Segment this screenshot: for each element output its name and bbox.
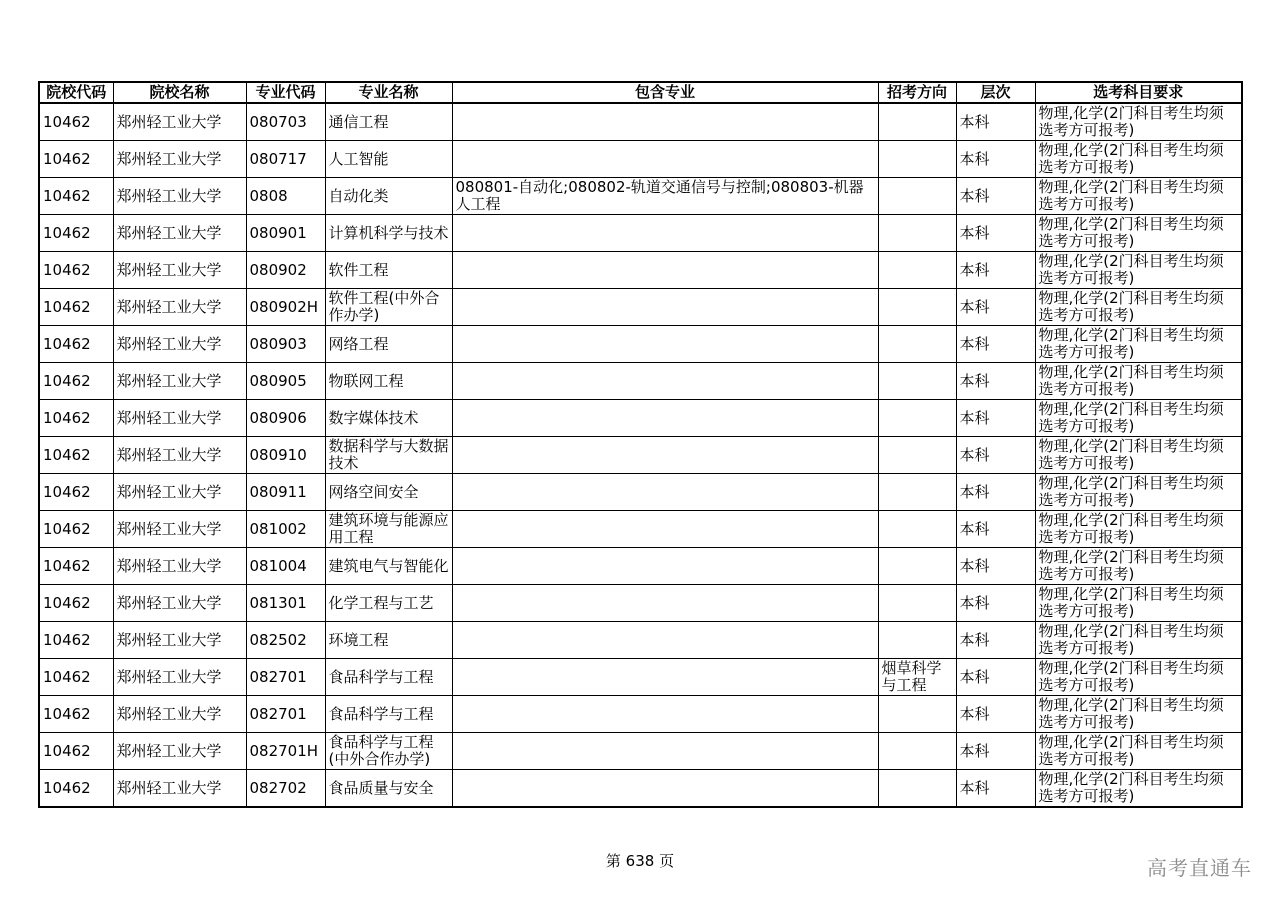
major-name-cell: 通信工程 xyxy=(325,103,452,141)
school-code-cell: 10462 xyxy=(39,289,113,326)
major-name-cell: 食品科学与工程(中外合作办学) xyxy=(325,733,452,770)
subject-requirement-cell: 物理,化学(2门科目考生均须选考方可报考) xyxy=(1035,474,1242,511)
direction-cell xyxy=(878,178,956,215)
major-code-cell: 082502 xyxy=(246,622,325,659)
school-name-cell: 郑州轻工业大学 xyxy=(113,326,246,363)
major-name-cell: 食品科学与工程 xyxy=(325,696,452,733)
major-name-cell: 食品科学与工程 xyxy=(325,659,452,696)
major-code-cell: 081004 xyxy=(246,548,325,585)
level-cell: 本科 xyxy=(956,622,1035,659)
direction-cell xyxy=(878,733,956,770)
included-majors-cell xyxy=(452,696,878,733)
major-code-cell: 0808 xyxy=(246,178,325,215)
school-code-cell: 10462 xyxy=(39,178,113,215)
level-cell: 本科 xyxy=(956,696,1035,733)
admission-table xyxy=(38,81,1243,808)
level-cell: 本科 xyxy=(956,437,1035,474)
major-code-cell: 080906 xyxy=(246,400,325,437)
included-majors-cell xyxy=(452,141,878,178)
table-row xyxy=(39,733,1242,770)
major-code-cell: 082701 xyxy=(246,696,325,733)
subject-requirement-cell: 物理,化学(2门科目考生均须选考方可报考) xyxy=(1035,733,1242,770)
school-name-cell: 郑州轻工业大学 xyxy=(113,585,246,622)
included-majors-cell xyxy=(452,622,878,659)
major-code-cell: 082702 xyxy=(246,770,325,808)
major-name-cell: 自动化类 xyxy=(325,178,452,215)
header-major-name: 专业名称 xyxy=(325,82,452,103)
school-code-cell: 10462 xyxy=(39,252,113,289)
subject-requirement-cell: 物理,化学(2门科目考生均须选考方可报考) xyxy=(1035,103,1242,141)
level-cell: 本科 xyxy=(956,215,1035,252)
subject-requirement-cell: 物理,化学(2门科目考生均须选考方可报考) xyxy=(1035,696,1242,733)
included-majors-cell xyxy=(452,252,878,289)
page-number: 第 638 页 xyxy=(605,852,675,870)
school-code-cell: 10462 xyxy=(39,548,113,585)
table-row xyxy=(39,474,1242,511)
included-majors-cell xyxy=(452,733,878,770)
school-name-cell: 郑州轻工业大学 xyxy=(113,400,246,437)
school-name-cell: 郑州轻工业大学 xyxy=(113,696,246,733)
direction-cell: 烟草科学与工程 xyxy=(878,659,956,696)
subject-requirement-cell: 物理,化学(2门科目考生均须选考方可报考) xyxy=(1035,659,1242,696)
school-code-cell: 10462 xyxy=(39,215,113,252)
direction-cell xyxy=(878,437,956,474)
included-majors-cell xyxy=(452,400,878,437)
subject-requirement-cell: 物理,化学(2门科目考生均须选考方可报考) xyxy=(1035,363,1242,400)
table-row xyxy=(39,548,1242,585)
major-code-cell: 080903 xyxy=(246,326,325,363)
direction-cell xyxy=(878,215,956,252)
major-code-cell: 081002 xyxy=(246,511,325,548)
major-name-cell: 软件工程(中外合作办学) xyxy=(325,289,452,326)
table-row xyxy=(39,215,1242,252)
school-code-cell: 10462 xyxy=(39,141,113,178)
school-code-cell: 10462 xyxy=(39,103,113,141)
school-name-cell: 郑州轻工业大学 xyxy=(113,103,246,141)
included-majors-cell xyxy=(452,511,878,548)
included-majors-cell xyxy=(452,474,878,511)
school-name-cell: 郑州轻工业大学 xyxy=(113,363,246,400)
school-code-cell: 10462 xyxy=(39,659,113,696)
major-code-cell: 082701H xyxy=(246,733,325,770)
level-cell: 本科 xyxy=(956,659,1035,696)
header-direction: 招考方向 xyxy=(878,82,956,103)
school-name-cell: 郑州轻工业大学 xyxy=(113,437,246,474)
included-majors-cell xyxy=(452,289,878,326)
direction-cell xyxy=(878,770,956,808)
major-name-cell: 建筑电气与智能化 xyxy=(325,548,452,585)
direction-cell xyxy=(878,141,956,178)
direction-cell xyxy=(878,474,956,511)
major-code-cell: 081301 xyxy=(246,585,325,622)
subject-requirement-cell: 物理,化学(2门科目考生均须选考方可报考) xyxy=(1035,437,1242,474)
school-name-cell: 郑州轻工业大学 xyxy=(113,770,246,808)
subject-requirement-cell: 物理,化学(2门科目考生均须选考方可报考) xyxy=(1035,400,1242,437)
watermark-logo-text: 高考直通车 xyxy=(1147,856,1252,880)
table-row xyxy=(39,437,1242,474)
level-cell: 本科 xyxy=(956,585,1035,622)
school-name-cell: 郑州轻工业大学 xyxy=(113,252,246,289)
school-name-cell: 郑州轻工业大学 xyxy=(113,215,246,252)
major-name-cell: 建筑环境与能源应用工程 xyxy=(325,511,452,548)
major-name-cell: 环境工程 xyxy=(325,622,452,659)
school-name-cell: 郑州轻工业大学 xyxy=(113,511,246,548)
included-majors-cell: 080801-自动化;080802-轨道交通信号与控制;080803-机器人工程 xyxy=(452,178,878,215)
direction-cell xyxy=(878,622,956,659)
table-row xyxy=(39,289,1242,326)
major-code-cell: 080911 xyxy=(246,474,325,511)
major-code-cell: 082701 xyxy=(246,659,325,696)
included-majors-cell xyxy=(452,103,878,141)
school-name-cell: 郑州轻工业大学 xyxy=(113,474,246,511)
school-name-cell: 郑州轻工业大学 xyxy=(113,141,246,178)
included-majors-cell xyxy=(452,659,878,696)
header-major-code: 专业代码 xyxy=(246,82,325,103)
level-cell: 本科 xyxy=(956,474,1035,511)
school-code-cell: 10462 xyxy=(39,733,113,770)
direction-cell xyxy=(878,585,956,622)
subject-requirement-cell: 物理,化学(2门科目考生均须选考方可报考) xyxy=(1035,141,1242,178)
table-row xyxy=(39,696,1242,733)
direction-cell xyxy=(878,103,956,141)
table-row xyxy=(39,252,1242,289)
major-code-cell: 080902 xyxy=(246,252,325,289)
school-name-cell: 郑州轻工业大学 xyxy=(113,659,246,696)
school-name-cell: 郑州轻工业大学 xyxy=(113,733,246,770)
major-name-cell: 人工智能 xyxy=(325,141,452,178)
major-name-cell: 软件工程 xyxy=(325,252,452,289)
level-cell: 本科 xyxy=(956,178,1035,215)
included-majors-cell xyxy=(452,770,878,808)
subject-requirement-cell: 物理,化学(2门科目考生均须选考方可报考) xyxy=(1035,548,1242,585)
school-code-cell: 10462 xyxy=(39,400,113,437)
table-row xyxy=(39,363,1242,400)
direction-cell xyxy=(878,326,956,363)
school-code-cell: 10462 xyxy=(39,363,113,400)
school-code-cell: 10462 xyxy=(39,622,113,659)
direction-cell xyxy=(878,511,956,548)
table-body xyxy=(39,103,1242,807)
table-row xyxy=(39,511,1242,548)
subject-requirement-cell: 物理,化学(2门科目考生均须选考方可报考) xyxy=(1035,511,1242,548)
direction-cell xyxy=(878,548,956,585)
subject-requirement-cell: 物理,化学(2门科目考生均须选考方可报考) xyxy=(1035,770,1242,808)
included-majors-cell xyxy=(452,215,878,252)
admission-table-container xyxy=(38,81,1241,808)
direction-cell xyxy=(878,289,956,326)
subject-requirement-cell: 物理,化学(2门科目考生均须选考方可报考) xyxy=(1035,178,1242,215)
direction-cell xyxy=(878,696,956,733)
school-code-cell: 10462 xyxy=(39,437,113,474)
major-name-cell: 化学工程与工艺 xyxy=(325,585,452,622)
subject-requirement-cell: 物理,化学(2门科目考生均须选考方可报考) xyxy=(1035,326,1242,363)
major-name-cell: 网络工程 xyxy=(325,326,452,363)
subject-requirement-cell: 物理,化学(2门科目考生均须选考方可报考) xyxy=(1035,252,1242,289)
major-code-cell: 080717 xyxy=(246,141,325,178)
school-name-cell: 郑州轻工业大学 xyxy=(113,622,246,659)
major-name-cell: 计算机科学与技术 xyxy=(325,215,452,252)
table-row xyxy=(39,400,1242,437)
included-majors-cell xyxy=(452,548,878,585)
major-code-cell: 080901 xyxy=(246,215,325,252)
table-header-row xyxy=(39,82,1242,103)
major-name-cell: 网络空间安全 xyxy=(325,474,452,511)
level-cell: 本科 xyxy=(956,733,1035,770)
major-code-cell: 080902H xyxy=(246,289,325,326)
table-row xyxy=(39,659,1242,696)
level-cell: 本科 xyxy=(956,103,1035,141)
subject-requirement-cell: 物理,化学(2门科目考生均须选考方可报考) xyxy=(1035,622,1242,659)
subject-requirement-cell: 物理,化学(2门科目考生均须选考方可报考) xyxy=(1035,215,1242,252)
table-row xyxy=(39,622,1242,659)
level-cell: 本科 xyxy=(956,289,1035,326)
major-code-cell: 080905 xyxy=(246,363,325,400)
table-row xyxy=(39,178,1242,215)
subject-requirement-cell: 物理,化学(2门科目考生均须选考方可报考) xyxy=(1035,289,1242,326)
included-majors-cell xyxy=(452,363,878,400)
table-row xyxy=(39,141,1242,178)
level-cell: 本科 xyxy=(956,252,1035,289)
table-row xyxy=(39,103,1242,141)
major-code-cell: 080703 xyxy=(246,103,325,141)
table-row xyxy=(39,326,1242,363)
header-subject-requirement: 选考科目要求 xyxy=(1035,82,1242,103)
major-name-cell: 食品质量与安全 xyxy=(325,770,452,808)
level-cell: 本科 xyxy=(956,400,1035,437)
school-code-cell: 10462 xyxy=(39,696,113,733)
level-cell: 本科 xyxy=(956,326,1035,363)
school-code-cell: 10462 xyxy=(39,585,113,622)
header-school-code: 院校代码 xyxy=(39,82,113,103)
included-majors-cell xyxy=(452,437,878,474)
level-cell: 本科 xyxy=(956,511,1035,548)
school-name-cell: 郑州轻工业大学 xyxy=(113,289,246,326)
school-code-cell: 10462 xyxy=(39,474,113,511)
major-name-cell: 数字媒体技术 xyxy=(325,400,452,437)
school-name-cell: 郑州轻工业大学 xyxy=(113,548,246,585)
direction-cell xyxy=(878,400,956,437)
level-cell: 本科 xyxy=(956,141,1035,178)
major-code-cell: 080910 xyxy=(246,437,325,474)
header-included-majors: 包含专业 xyxy=(452,82,878,103)
school-name-cell: 郑州轻工业大学 xyxy=(113,178,246,215)
included-majors-cell xyxy=(452,585,878,622)
school-code-cell: 10462 xyxy=(39,770,113,808)
level-cell: 本科 xyxy=(956,548,1035,585)
direction-cell xyxy=(878,363,956,400)
table-row xyxy=(39,770,1242,808)
school-code-cell: 10462 xyxy=(39,511,113,548)
major-name-cell: 数据科学与大数据技术 xyxy=(325,437,452,474)
level-cell: 本科 xyxy=(956,770,1035,808)
direction-cell xyxy=(878,252,956,289)
subject-requirement-cell: 物理,化学(2门科目考生均须选考方可报考) xyxy=(1035,585,1242,622)
level-cell: 本科 xyxy=(956,363,1035,400)
included-majors-cell xyxy=(452,326,878,363)
header-level: 层次 xyxy=(956,82,1035,103)
major-name-cell: 物联网工程 xyxy=(325,363,452,400)
header-school-name: 院校名称 xyxy=(113,82,246,103)
table-row xyxy=(39,585,1242,622)
school-code-cell: 10462 xyxy=(39,326,113,363)
